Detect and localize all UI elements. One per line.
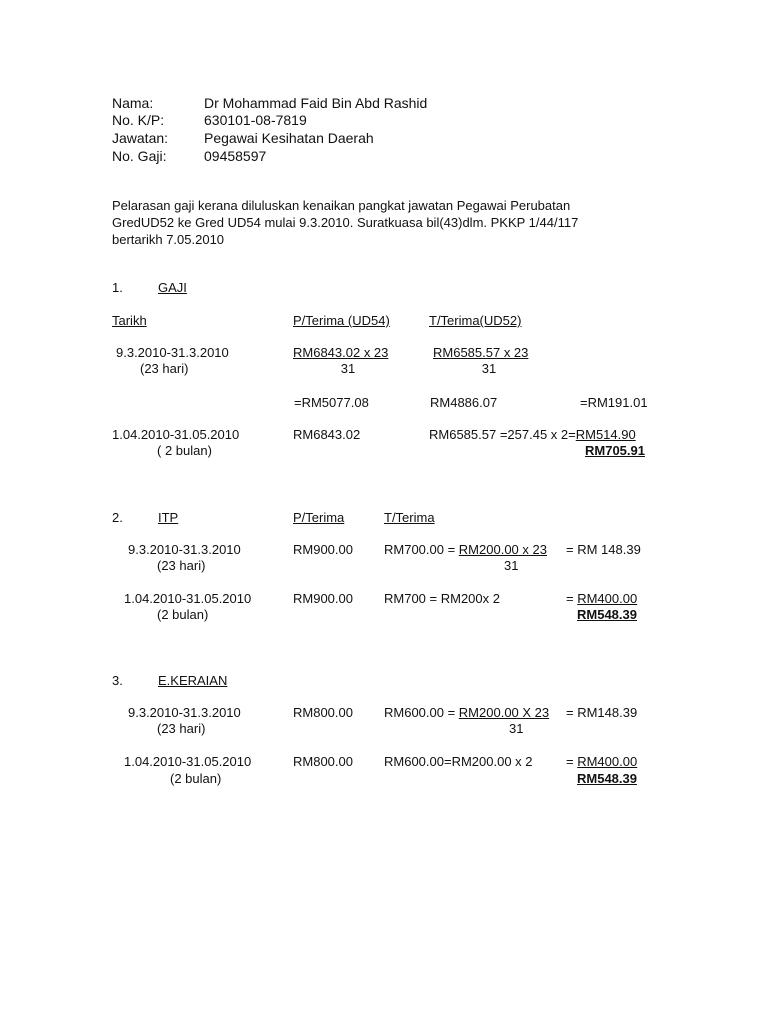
gaji-col-tarikh: Tarikh bbox=[112, 313, 147, 328]
intro-line-3: bertarikh 7.05.2010 bbox=[112, 232, 225, 247]
gaji-row1-t-denominator: 31 bbox=[481, 361, 497, 376]
itp-row1-date: 9.3.2010-31.3.2010 bbox=[128, 542, 241, 557]
gaji-section-title: GAJI bbox=[158, 280, 187, 295]
gaji-row1-t-numerator: RM6585.57 x 23 bbox=[433, 345, 529, 360]
itp-row1-result: = RM 148.39 bbox=[566, 542, 641, 557]
itp-col-tterima: T/Terima bbox=[384, 510, 435, 525]
gaji-total: RM705.91 bbox=[585, 443, 645, 458]
itp-row2-result-value: RM400.00 bbox=[577, 591, 638, 606]
gaji-row1-t-result: RM4886.07 bbox=[430, 395, 498, 410]
ekeraian-row1-t-prefix: RM600.00 = bbox=[384, 705, 459, 720]
ekeraian-row2-date: 1.04.2010-31.05.2010 bbox=[124, 754, 252, 769]
kp-label: No. K/P: bbox=[112, 112, 165, 128]
gaji-label: No. Gaji: bbox=[112, 148, 167, 164]
intro-line-1: Pelarasan gaji kerana diluluskan kenaikan pangkat jawatan Pegawai Perubatan bbox=[112, 198, 571, 213]
itp-row2-result bbox=[566, 591, 637, 606]
itp-total: RM548.39 bbox=[577, 607, 637, 622]
itp-section-title: ITP bbox=[158, 510, 179, 525]
gaji-row1-days: (23 hari) bbox=[140, 361, 189, 376]
itp-section-number: 2. bbox=[112, 510, 123, 525]
ekeraian-section-number: 3. bbox=[112, 673, 123, 688]
ekeraian-row1-result: = RM148.39 bbox=[566, 705, 638, 720]
ekeraian-row2-result-value: RM400.00 bbox=[577, 754, 638, 769]
itp-row2-date: 1.04.2010-31.05.2010 bbox=[124, 591, 252, 606]
gaji-row1-p-numerator: RM6843.02 x 23 bbox=[293, 345, 389, 360]
jawatan-label: Jawatan: bbox=[112, 130, 169, 146]
gaji-section-number: 1. bbox=[112, 280, 123, 295]
gaji-row2-date: 1.04.2010-31.05.2010 bbox=[112, 427, 240, 442]
kp-value: 630101-08-7819 bbox=[204, 112, 307, 128]
itp-row2-t: RM700 = RM200x 2 bbox=[384, 591, 500, 606]
itp-row1-t-denominator: 31 bbox=[504, 558, 519, 573]
gaji-row2-p: RM6843.02 bbox=[293, 427, 361, 442]
ekeraian-row1-days: (23 hari) bbox=[157, 721, 206, 736]
itp-row1-t-numerator: RM200.00 x 23 bbox=[458, 542, 547, 557]
ekeraian-row1-date: 9.3.2010-31.3.2010 bbox=[128, 705, 241, 720]
ekeraian-row2-months: (2 bulan) bbox=[170, 771, 222, 786]
ekeraian-row1-t bbox=[384, 705, 549, 720]
ekeraian-section-title: E.KERAIAN bbox=[158, 673, 228, 688]
itp-col-pterima: P/Terima bbox=[293, 510, 345, 525]
nama-value: Dr Mohammad Faid Bin Abd Rashid bbox=[204, 95, 428, 111]
gaji-row2-months: ( 2 bulan) bbox=[157, 443, 212, 458]
ekeraian-row2-result-prefix: = bbox=[566, 754, 578, 769]
itp-row2-months: (2 bulan) bbox=[157, 607, 209, 622]
ekeraian-total: RM548.39 bbox=[577, 771, 637, 786]
gaji-row2-t-calc-text: RM6585.57 =257.45 x 2= bbox=[429, 427, 576, 442]
ekeraian-row2-t: RM600.00=RM200.00 x 2 bbox=[384, 754, 533, 769]
gaji-row2-t-result: RM514.90 bbox=[575, 427, 636, 442]
gaji-row2-t-calc bbox=[429, 427, 636, 442]
itp-row2-p: RM900.00 bbox=[293, 591, 353, 606]
itp-row1-p: RM900.00 bbox=[293, 542, 353, 557]
gaji-row1-p-denominator: 31 bbox=[340, 361, 356, 376]
intro-line-2: GredUD52 ke Gred UD54 mulai 9.3.2010. Suratkuasa bil(43)dlm. PKKP 1/44/117 bbox=[112, 215, 579, 230]
nama-label: Nama: bbox=[112, 95, 154, 111]
ekeraian-row1-p: RM800.00 bbox=[293, 705, 353, 720]
ekeraian-row2-result bbox=[566, 754, 637, 769]
itp-row1-days: (23 hari) bbox=[157, 558, 206, 573]
itp-row1-t-prefix: RM700.00 = bbox=[384, 542, 459, 557]
itp-row2-result-prefix: = bbox=[566, 591, 578, 606]
gaji-value: 09458597 bbox=[204, 148, 267, 164]
gaji-col-pterima: P/Terima (UD54) bbox=[293, 313, 390, 328]
ekeraian-row2-p: RM800.00 bbox=[293, 754, 353, 769]
ekeraian-row1-t-numerator: RM200.00 X 23 bbox=[458, 705, 550, 720]
gaji-col-tterima: T/Terima(UD52) bbox=[429, 313, 522, 328]
ekeraian-row1-t-denominator: 31 bbox=[509, 721, 524, 736]
gaji-row1-difference: =RM191.01 bbox=[580, 395, 648, 410]
jawatan-value: Pegawai Kesihatan Daerah bbox=[204, 130, 374, 146]
itp-row1-t bbox=[384, 542, 547, 557]
gaji-row1-date: 9.3.2010-31.3.2010 bbox=[116, 345, 229, 360]
gaji-row1-p-result: =RM5077.08 bbox=[294, 395, 369, 410]
